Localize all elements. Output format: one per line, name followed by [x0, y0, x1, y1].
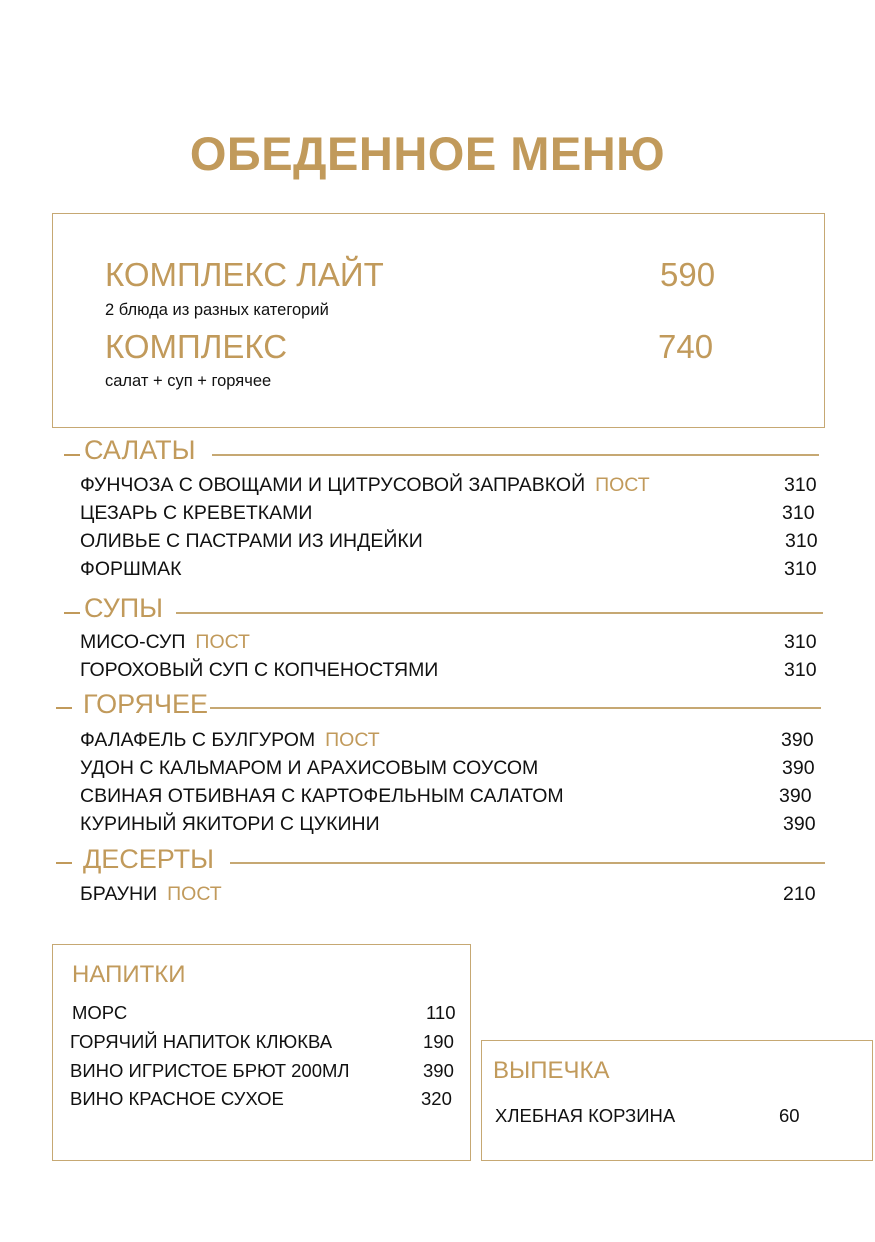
- item-name: МИСО-СУП: [80, 631, 186, 653]
- menu-item: [80, 661, 438, 681]
- bakery-title: ВЫПЕЧКА: [493, 1057, 610, 1084]
- bakery-price: 60: [779, 1105, 800, 1126]
- section-dash: [56, 707, 72, 709]
- menu-item: [80, 532, 423, 552]
- menu-item: [80, 633, 250, 653]
- section-divider: [210, 707, 821, 709]
- bakery-box: [481, 1040, 873, 1161]
- combo-desc: 2 блюда из разных категорий: [105, 301, 329, 319]
- menu-item: [80, 815, 380, 835]
- item-name: КУРИНЫЙ ЯКИТОРИ С ЦУКИНИ: [80, 813, 380, 835]
- item-name: ГОРОХОВЫЙ СУП С КОПЧЕНОСТЯМИ: [80, 659, 439, 681]
- drink-price: 110: [426, 1002, 456, 1023]
- item-name: ФУНЧОЗА С ОВОЩАМИ И ЦИТРУСОВОЙ ЗАПРАВКОЙ: [80, 474, 586, 496]
- lent-tag: ПОСТ: [325, 729, 380, 751]
- menu-item: [80, 759, 538, 779]
- lent-tag: ПОСТ: [195, 631, 250, 653]
- lent-tag: ПОСТ: [595, 474, 650, 496]
- section-dash: [64, 454, 80, 456]
- drink-item: ГОРЯЧИЙ НАПИТОК КЛЮКВА: [70, 1031, 333, 1052]
- menu-item: [80, 504, 312, 524]
- menu-item: [80, 560, 181, 580]
- item-price: 310: [784, 558, 817, 580]
- combo-price: 740: [658, 328, 714, 365]
- combo-name: КОМПЛЕКС ЛАЙТ: [105, 256, 384, 293]
- item-name: ОЛИВЬЕ С ПАСТРАМИ ИЗ ИНДЕЙКИ: [80, 530, 423, 552]
- item-price: 390: [781, 729, 814, 751]
- section-divider: [230, 862, 825, 864]
- section-title: САЛАТЫ: [84, 435, 196, 465]
- item-name: УДОН С КАЛЬМАРОМ И АРАХИСОВЫМ СОУСОМ: [80, 757, 539, 779]
- drink-item: ВИНО ИГРИСТОЕ БРЮТ 200МЛ: [70, 1060, 350, 1081]
- item-price: 210: [783, 883, 816, 905]
- item-name: ЦЕЗАРЬ С КРЕВЕТКАМИ: [80, 502, 313, 524]
- item-price: 310: [784, 631, 817, 653]
- combo-price: 590: [660, 256, 716, 293]
- drink-price: 190: [423, 1031, 454, 1052]
- combo-name: КОМПЛЕКС: [105, 328, 288, 365]
- section-divider: [212, 454, 819, 456]
- lent-tag: ПОСТ: [167, 883, 222, 905]
- item-price: 310: [784, 659, 817, 681]
- combo-box: [52, 213, 825, 428]
- item-name: СВИНАЯ ОТБИВНАЯ С КАРТОФЕЛЬНЫМ САЛАТОМ: [80, 785, 564, 807]
- combo-desc: салат + суп + горячее: [105, 372, 272, 390]
- item-price: 310: [782, 502, 815, 524]
- drink-item: МОРС: [72, 1002, 128, 1023]
- section-dash: [64, 612, 80, 614]
- item-name: ФОРШМАК: [80, 558, 182, 580]
- drink-item: ВИНО КРАСНОЕ СУХОЕ: [70, 1088, 284, 1109]
- item-price: 390: [783, 813, 816, 835]
- section-dash: [56, 862, 72, 864]
- item-name: БРАУНИ: [80, 883, 158, 905]
- menu-item: [80, 476, 650, 496]
- section-title: ГОРЯЧЕЕ: [83, 689, 209, 719]
- item-name: ФАЛАФЕЛЬ С БУЛГУРОМ: [80, 729, 316, 751]
- item-price: 310: [785, 530, 818, 552]
- item-price: 310: [784, 474, 817, 496]
- bakery-item: ХЛЕБНАЯ КОРЗИНА: [495, 1105, 676, 1126]
- section-divider: [176, 612, 823, 614]
- menu-item: [80, 787, 564, 807]
- section-title: ДЕСЕРТЫ: [83, 844, 214, 874]
- menu-item: [80, 731, 380, 751]
- section-title: СУПЫ: [84, 593, 164, 623]
- menu-item: [80, 885, 222, 905]
- drinks-title: НАПИТКИ: [72, 961, 186, 988]
- item-price: 390: [779, 785, 812, 807]
- drink-price: 320: [421, 1088, 452, 1109]
- drinks-box: [52, 944, 471, 1161]
- item-price: 390: [782, 757, 815, 779]
- page-title: ОБЕДЕННОЕ МЕНЮ: [189, 127, 666, 180]
- drink-price: 390: [423, 1060, 454, 1081]
